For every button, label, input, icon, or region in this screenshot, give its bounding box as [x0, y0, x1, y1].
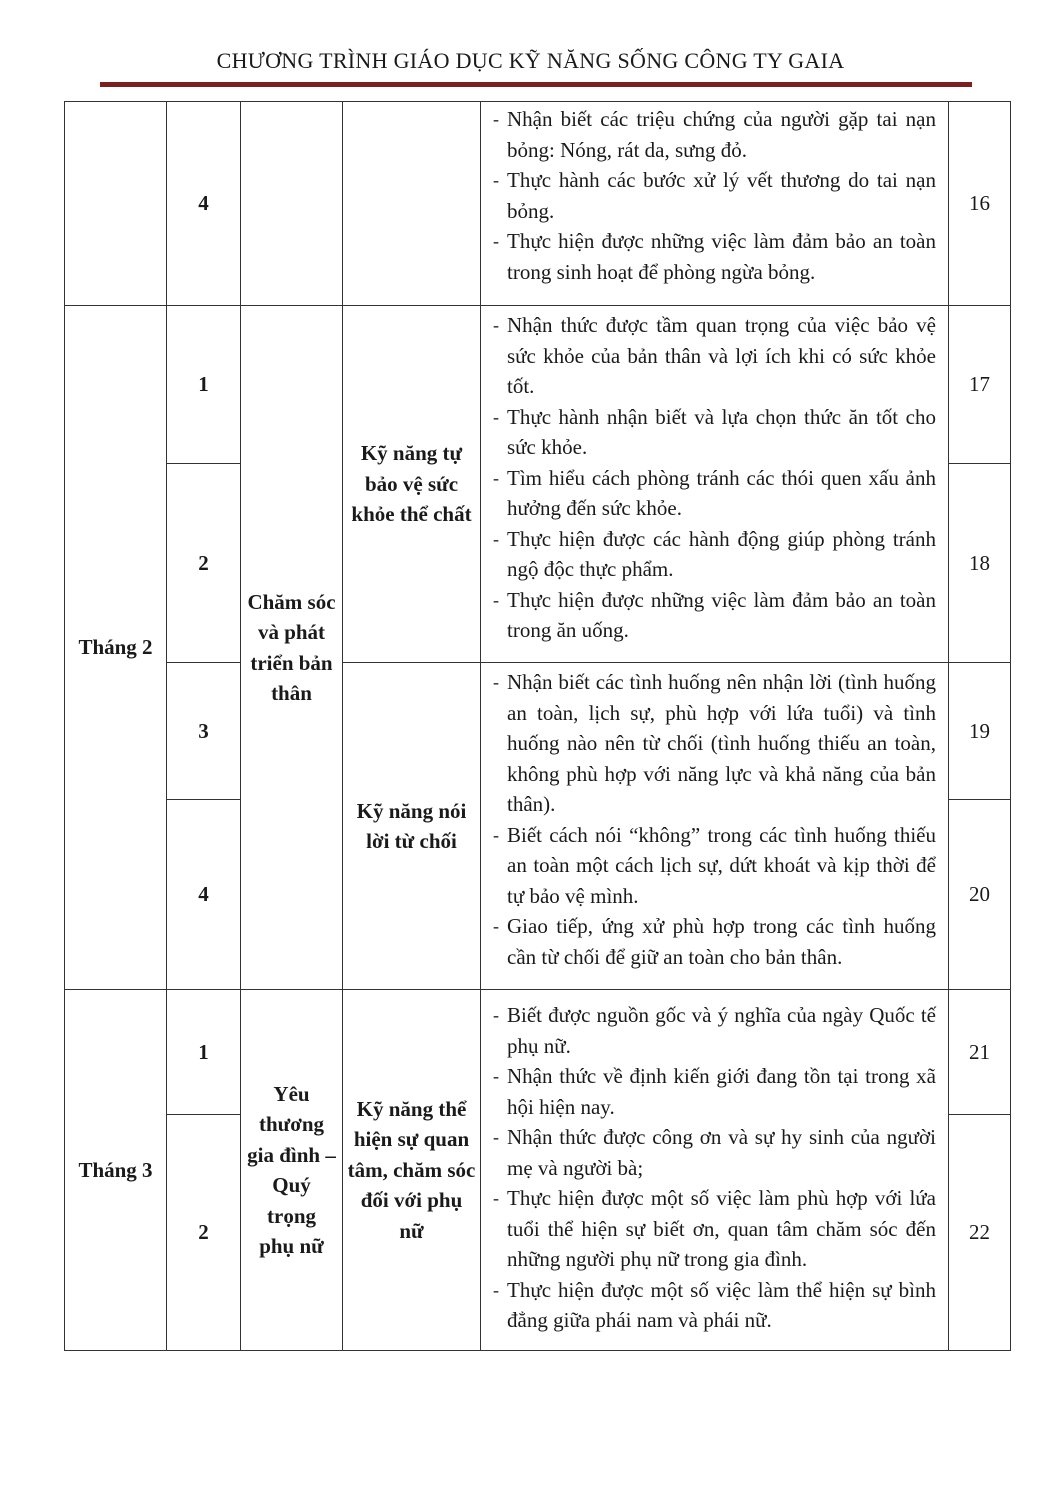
skill-cell: Kỹ năng thể hiện sự quan tâm, chăm sóc đối với phụ nữ [343, 990, 481, 1351]
week-cell: 1 [167, 306, 241, 464]
month-cell: Tháng 2 [65, 306, 167, 990]
theme-cell: Yêu thương gia đình – Quý trọng phụ nữ [241, 990, 343, 1351]
objective-item: - Biết được nguồn gốc và ý nghĩa của ngày Quốc tế phụ nữ. [493, 1000, 936, 1061]
objective-item: - Tìm hiểu cách phòng tránh các thói quen xấu ảnh hưởng đến sức khỏe. [493, 463, 936, 524]
skill-cell: Kỹ năng nói lời từ chối [343, 663, 481, 990]
lesson-number: 18 [949, 464, 1011, 663]
curriculum-table [64, 101, 1011, 1351]
table-row [65, 663, 1011, 800]
lesson-number: 17 [949, 306, 1011, 464]
objectives-cell [481, 102, 949, 306]
lesson-number: 20 [949, 800, 1011, 990]
objectives-cell [481, 663, 949, 990]
lesson-number: 22 [949, 1115, 1011, 1351]
objective-item: - Thực hiện được một số việc làm thể hiện sự bình đẳng giữa phái nam và phái nữ. [493, 1275, 936, 1336]
lesson-number: 16 [949, 102, 1011, 306]
week-cell: 2 [167, 1115, 241, 1351]
objective-item: - Thực hiện được một số việc làm phù hợp với lứa tuổi thể hiện sự biết ơn, quan tâm chăm sóc đến những người phụ nữ trong gia đình. [493, 1183, 936, 1275]
theme-cell: Chăm sóc và phát triển bản thân [241, 306, 343, 990]
month-cell [65, 102, 167, 306]
objective-item: - Thực hành nhận biết và lựa chọn thức ăn tốt cho sức khỏe. [493, 402, 936, 463]
table-row [65, 306, 1011, 464]
skill-cell [343, 102, 481, 306]
page-header: CHƯƠNG TRÌNH GIÁO DỤC KỸ NĂNG SỐNG CÔNG TY GAIA [216, 48, 845, 73]
objective-item: - Biết cách nói “không” trong các tình huống thiếu an toàn một cách lịch sự, dứt khoát và kịp thời để tự bảo vệ mình. [493, 820, 936, 912]
week-cell: 4 [167, 102, 241, 306]
lesson-number: 21 [949, 990, 1011, 1115]
objective-item: - Nhận thức về định kiến giới đang tồn tại trong xã hội hiện nay. [493, 1061, 936, 1122]
skill-cell: Kỹ năng tự bảo vệ sức khỏe thể chất [343, 306, 481, 663]
theme-cell [241, 102, 343, 306]
objective-item: - Nhận biết các triệu chứng của người gặp tai nạn bỏng: Nóng, rát da, sưng đỏ. [493, 104, 936, 165]
week-cell: 3 [167, 663, 241, 800]
month-cell: Tháng 3 [65, 990, 167, 1351]
objective-item: - Thực hiện được những việc làm đảm bảo an toàn trong ăn uống. [493, 585, 936, 646]
objective-item: - Nhận thức được công ơn và sự hy sinh của người mẹ và người bà; [493, 1122, 936, 1183]
table-row [65, 102, 1011, 306]
objective-item: - Nhận biết các tình huống nên nhận lời (tình huống an toàn, lịch sự, phù hợp với lứa tuổi) và tình huống nào nên từ chối (tình huống thiếu an toàn, không phù hợp với năng lực và khả năng của bản thân). [493, 667, 936, 820]
lesson-number: 19 [949, 663, 1011, 800]
objectives-cell [481, 306, 949, 663]
objective-item: - Nhận thức được tầm quan trọng của việc bảo vệ sức khỏe của bản thân và lợi ích khi có sức khỏe tốt. [493, 310, 936, 402]
objective-item: - Thực hành các bước xử lý vết thương do tai nạn bỏng. [493, 165, 936, 226]
objectives-cell [481, 990, 949, 1351]
week-cell: 4 [167, 800, 241, 990]
objective-item: - Thực hiện được những việc làm đảm bảo an toàn trong sinh hoạt để phòng ngừa bỏng. [493, 226, 936, 287]
week-cell: 2 [167, 464, 241, 663]
objective-item: - Thực hiện được các hành động giúp phòng tránh ngộ độc thực phẩm. [493, 524, 936, 585]
objective-item: - Giao tiếp, ứng xử phù hợp trong các tình huống cần từ chối để giữ an toàn cho bản thân. [493, 911, 936, 972]
week-cell: 1 [167, 990, 241, 1115]
header-rule [100, 82, 972, 87]
table-row [65, 990, 1011, 1115]
